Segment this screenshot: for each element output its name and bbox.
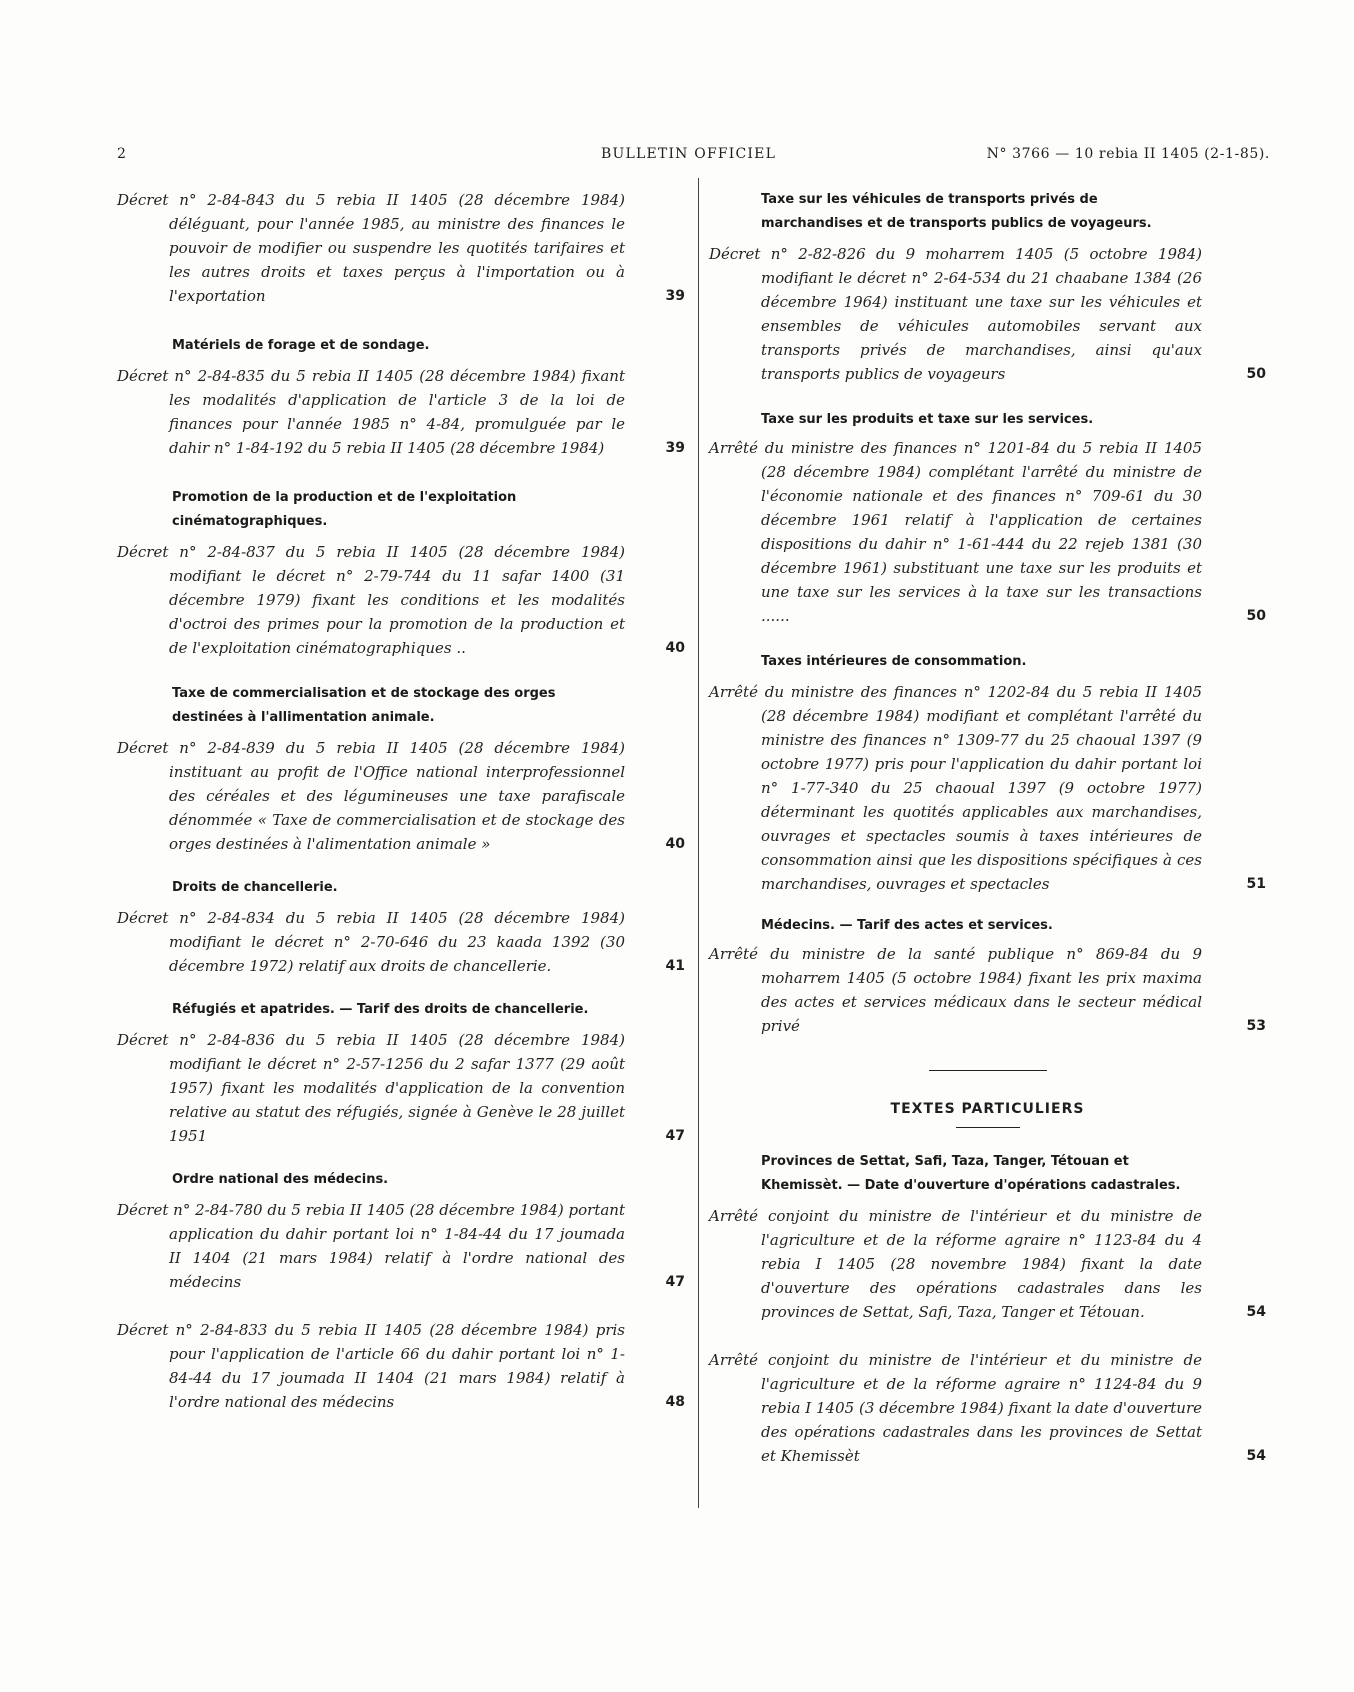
entry-page: 51 [1246,876,1266,892]
toc-entry [117,188,685,308]
entry-page: 40 [665,836,685,852]
toc-entry [117,1028,685,1148]
section-heading: Ordre national des médecins. [172,1172,389,1187]
toc-entry [709,942,1266,1038]
entry-text: Décret n° 2-82-826 du 9 moharrem 1405 (5 octobre 1984) modifiant le décret n° 2-64-534 du 21 chaabane 1384 (26 décembre 1964) instituant une taxe sur les véhicules et ensembles de véhicules automobiles servant aux transports privés de marchandises, ainsi qu'aux transports publics de voyageurs [709,245,1202,383]
entry-page: 41 [665,958,685,974]
entry-text: Décret n° 2-84-835 du 5 rebia II 1405 (28 décembre 1984) fixant les modalités d'application de l'article 3 de la loi de finances pour l'année 1985 n° 4-84, promulguée par le dahir n° 1-84-192 du 5 rebia II 1405 (28 décembre 1984) [117,367,625,457]
entry-page: 54 [1246,1304,1266,1320]
entry-page: 47 [665,1128,685,1144]
entry-page: 48 [665,1394,685,1410]
left-column [117,188,685,1414]
entry-text: Décret n° 2-84-837 du 5 rebia II 1405 (28 décembre 1984) modifiant le décret n° 2-79-744 du 11 safar 1400 (31 décembre 1979) fixant les conditions et les modalités d'octroi des primes pour la promotion de la production et de l'exploitation cinématographiques .. [117,543,625,657]
entry-text: Arrêté conjoint du ministre de l'intérieur et du ministre de l'agriculture et de la réforme agraire n° 1124-84 du 9 rebia I 1405 (3 décembre 1984) fixant la date d'ouverture des opérations cadastrales dans les provinces de Settat et Khemissèt [709,1351,1202,1465]
publication-title: BULLETIN OFFICIEL [601,146,777,162]
section-heading: Matériels de forage et de sondage. [172,338,430,353]
toc-entry [117,736,685,856]
entry-page: 54 [1246,1448,1266,1464]
section-heading: Médecins. — Tarif des actes et services. [761,918,1053,933]
toc-entry [117,364,685,460]
issue-info: N° 3766 — 10 rebia II 1405 (2-1-85). [986,146,1270,162]
entry-page: 50 [1246,608,1266,624]
title-underline [956,1127,1020,1128]
entry-text: Décret n° 2-84-833 du 5 rebia II 1405 (28 décembre 1984) pris pour l'application de l'article 66 du dahir portant loi n° 1-84-44 du 17 joumada II 1404 (21 mars 1984) relatif à l'ordre national des médecins [117,1321,625,1411]
section-heading: Taxe de commercialisation et de stockage des orges destinées à l'allimentation animale. [172,686,556,725]
toc-entry [117,1318,685,1414]
entry-text: Arrêté du ministre de la santé publique n° 869-84 du 9 moharrem 1405 (5 octobre 1984) fixant les prix maxima des actes et services médicaux dans le secteur médical privé [709,945,1202,1035]
section-heading: Provinces de Settat, Safi, Taza, Tanger, Tétouan et Khemissèt. — Date d'ouverture d'opérations cadastrales. [761,1154,1181,1193]
section-divider [929,1070,1047,1071]
column-divider [698,178,699,1508]
toc-entry [117,906,685,978]
entry-text: Décret n° 2-84-780 du 5 rebia II 1405 (28 décembre 1984) portant application du dahir portant loi n° 1-84-44 du 17 joumada II 1404 (21 mars 1984) relatif à l'ordre national des médecins [117,1201,625,1291]
toc-entry [709,1204,1266,1324]
section-heading: Taxe sur les produits et taxe sur les services. [761,412,1094,427]
toc-entry [709,242,1266,386]
page-number: 2 [117,146,127,162]
section-heading: Taxes intérieures de consommation. [761,654,1027,669]
page-header [117,146,1270,168]
entry-page: 47 [665,1274,685,1290]
special-texts-title: TEXTES PARTICULIERS [890,1101,1085,1117]
entry-text: Arrêté conjoint du ministre de l'intérieur et du ministre de l'agriculture et de la réforme agraire n° 1123-84 du 4 rebia I 1405 (28 novembre 1984) fixant la date d'ouverture des opérations cadastrales dans les provinces de Settat, Safi, Taza, Tanger et Tétouan. [709,1207,1202,1321]
entry-page: 39 [665,288,685,304]
toc-entry [709,436,1266,628]
entry-page: 40 [665,640,685,656]
section-heading: Réfugiés et apatrides. — Tarif des droits de chancellerie. [172,1002,589,1017]
entry-text: Arrêté du ministre des finances n° 1202-84 du 5 rebia II 1405 (28 décembre 1984) modifiant et complétant l'arrêté du ministre des finances n° 1309-77 du 25 chaoual 1397 (9 octobre 1977) pris pour l'application du dahir portant loi n° 1-77-340 du 25 chaoual 1397 (9 octobre 1977) déterminant les quotités applicables aux marchandises, ouvrages et spectacles soumis à taxes intérieures de consommation ainsi que les dispositions spécifiques à ces marchandises, ouvrages et spectacles [709,683,1202,893]
entry-text: Décret n° 2-84-843 du 5 rebia II 1405 (28 décembre 1984) déléguant, pour l'année 1985, au ministre des finances le pouvoir de modifier ou suspendre les quotités tarifaires et les autres droits et taxes perçus à l'importation ou à l'exportation [117,191,625,305]
entry-page: 39 [665,440,685,456]
entry-text: Décret n° 2-84-834 du 5 rebia II 1405 (28 décembre 1984) modifiant le décret n° 2-70-646 du 23 kaada 1392 (30 décembre 1972) relatif aux droits de chancellerie. [117,909,625,975]
entry-text: Décret n° 2-84-836 du 5 rebia II 1405 (28 décembre 1984) modifiant le décret n° 2-57-1256 du 2 safar 1377 (29 août 1957) fixant les modalités d'application de la convention relative au statut des réfugiés, signée à Genève le 28 juillet 1951 [117,1031,625,1145]
entry-page: 53 [1246,1018,1266,1034]
toc-entry [709,680,1266,896]
section-heading: Droits de chancellerie. [172,880,338,895]
entry-text: Arrêté du ministre des finances n° 1201-84 du 5 rebia II 1405 (28 décembre 1984) complétant l'arrêté du ministre de l'économie nationale et des finances n° 709-61 du 30 décembre 1961 relatif à l'application de certaines dispositions du dahir n° 1-61-444 du 22 rejeb 1381 (30 décembre 1961) substituant une taxe sur les produits et une taxe sur les services à la taxe sur les transactions ...... [709,439,1202,625]
right-column [709,188,1266,1468]
section-heading: Promotion de la production et de l'exploitation cinématographiques. [172,490,517,529]
toc-entry [117,540,685,660]
entry-text: Décret n° 2-84-839 du 5 rebia II 1405 (28 décembre 1984) instituant au profit de l'Office national interprofessionnel des céréales et des légumineuses une taxe parafiscale dénommée « Taxe de commercialisation et de stockage des orges destinées à l'alimentation animale » [117,739,625,853]
toc-entry [117,1198,685,1294]
toc-entry [709,1348,1266,1468]
entry-page: 50 [1246,366,1266,382]
section-heading: Taxe sur les véhicules de transports privés de marchandises et de transports publics de voyageurs. [761,192,1152,231]
